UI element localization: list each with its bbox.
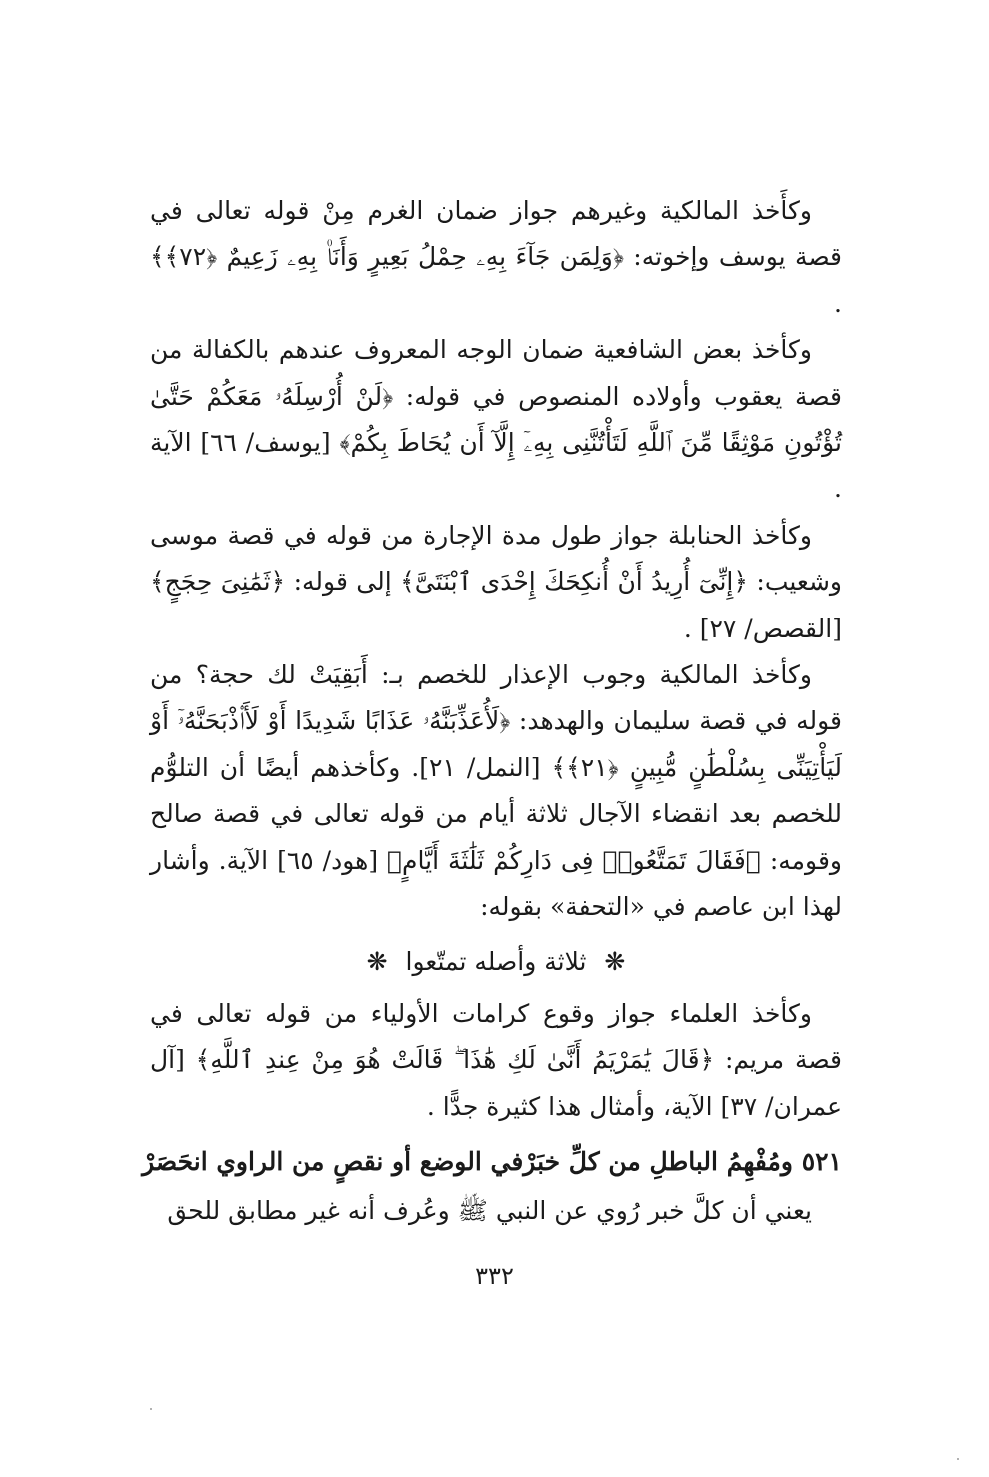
poem-verse-number: ٥٢١ <box>801 1147 842 1177</box>
poem-second-half: في الوضع أو نقصٍ من الراوي انحَصَرْ <box>142 1147 524 1177</box>
commentary-text: يعني أن كلَّ خبر رُوي عن النبي ﷺ وعُرف أنه غير مطابق للحق <box>167 1196 812 1226</box>
verse-quote <box>150 939 842 985</box>
scan-speck <box>957 1458 959 1460</box>
paragraph-guarantee-debt: وكأَخذ المالكية وغيرهم جواز ضمان الغرم مِنْ قوله تعالى في قصة يوسف وإخوته: ﴿وَلِمَن جَآءَ بِهِۦ حِمْلُ بَعِيرٍ وَأَنَا۠ بِهِۦ زَعِيمٌ ﴿٧٢﴾﴾ . <box>150 196 842 318</box>
main-text <box>142 188 843 1235</box>
page-number: ٣٣٢ <box>475 1262 514 1290</box>
verse-ornament-right: ❋ <box>604 946 626 976</box>
scan-speck <box>150 1408 152 1410</box>
paragraph-personal-surety: وكأخذ بعض الشافعية ضمان الوجه المعروف عندهم بالكفالة من قصة يعقوب وأولاده المنصوص في قوله: ﴿لَنْ أُرْسِلَهُۥ مَعَكُمْ حَتَّىٰ تُؤْتُونِ مَوْثِقًا مِّنَ ٱللَّهِ لَتَأْتُنَّنِى بِهِۦٓ إِلَّآ أَن يُحَاطَ بِكُمْ﴾ [يوسف/ ٦٦] الآية . <box>150 335 843 504</box>
poem-first-half: ومُفْهِمُ الباطلِ من كلِّ خبَرْ <box>523 1147 793 1177</box>
verse-ornament-left: ❋ <box>366 946 388 976</box>
paragraph-lease-duration: وكأخذ الحنابلة جواز طول مدة الإجارة من قوله في قصة موسى وشعيب: ﴿إِنِّىٓ أُرِيدُ أَنْ أُنكِحَكَ إِحْدَى ٱبْنَتَىَّ﴾ إلى قوله: ﴿ثَمَٰنِىَ حِجَجٍ﴾ [القصص/ ٢٧] . <box>150 520 842 643</box>
verse-quote-text: ثلاثة وأصله تمتّعوا <box>405 946 587 976</box>
paragraph-excuse-opponent: وكأخذ المالكية وجوب الإعذار للخصم بـ: أَبَقِيَتْ لك حجة؟ من قوله في قصة سليمان والهدهد: ﴿لَأُعَذِّبَنَّهُۥ عَذَابًا شَدِيدًا أَوْ لَأَا۟ذْبَحَنَّهُۥٓ أَوْ لَيَأْتِيَنِّى بِسُلْطَٰنٍ مُّبِينٍ ﴿٢١﴾﴾ [النمل/ ٢١]. وكأخذهم أيضًا أن التلوُّم للخصم بعد انقضاء الآجال ثلاثة أيام من قوله تعالى في قصة صالح وقومه: ﴿فَقَالَ تَمَتَّعُوا۟ فِى دَارِكُمْ ثَلَٰثَةَ أَيَّامٍ﴾ [هود/ ٦٥] الآية. وأشار لهذا ابن عاصم في «التحفة» بقوله: <box>150 660 842 922</box>
poem-verse <box>142 1142 842 1182</box>
poem-right-part <box>523 1142 842 1182</box>
paragraph-miracles: وكأخذ العلماء جواز وقوع كرامات الأولياء من قوله تعالى في قصة مريم: ﴿قَالَ يَٰمَرْيَمُ أَنَّىٰ لَكِ هَٰذَا ۖ قَالَتْ هُوَ مِنْ عِندِ ٱللَّهِ﴾ [آل عمران/ ٣٧] الآية، وأمثال هذا كثيرة جدًّا . <box>150 998 842 1121</box>
